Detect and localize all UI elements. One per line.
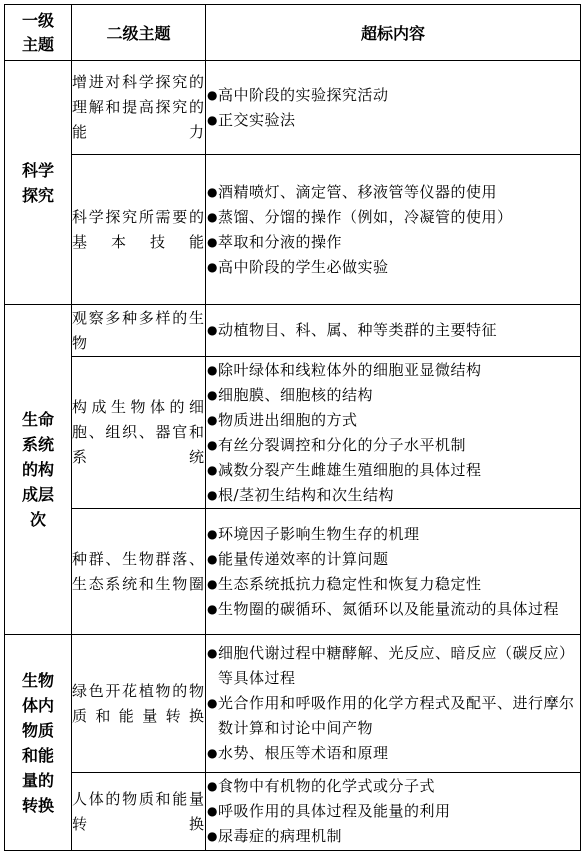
table-row xyxy=(5,305,581,357)
bullet-icon: ● xyxy=(207,551,218,566)
table-header-row xyxy=(5,5,581,61)
level2-topic: 观察多种多样的生物 xyxy=(72,305,206,357)
list-item: ● 酒精喷灯、滴定管、移液管等仪器的使用 xyxy=(206,180,580,205)
bullet-icon: ● xyxy=(207,209,218,224)
level2-topic: 构成生物体的细胞、组织、器官和系统 xyxy=(72,357,206,509)
content-cell xyxy=(206,155,581,305)
bullet-icon: ● xyxy=(207,646,218,660)
list-item: ● 高中阶段的学生必做实验 xyxy=(206,255,580,280)
list-item: ● 尿毒症的病理机制 xyxy=(206,824,580,849)
list-item: ● 环境因子影响生物生存的机理 xyxy=(206,522,580,547)
header-level1: 一级主题 xyxy=(5,5,72,61)
list-item: ● 有丝分裂调控和分化的分子水平机制 xyxy=(206,433,580,458)
list-item: ● 正交实验法 xyxy=(206,108,580,133)
bullet-icon: ● xyxy=(207,87,218,102)
list-item: ● 能量传递效率的计算问题 xyxy=(206,547,580,572)
level1-topic: 科学探究 xyxy=(5,61,72,305)
table-row xyxy=(5,357,581,509)
bullet-icon: ● xyxy=(207,526,218,541)
list-item: ● 物质进出细胞的方式 xyxy=(206,408,580,433)
bullet-icon: ● xyxy=(207,387,218,402)
bullet-icon: ● xyxy=(207,576,218,591)
header-content: 超标内容 xyxy=(206,5,581,61)
curriculum-table xyxy=(4,4,581,851)
content-cell xyxy=(206,635,581,773)
list-item: ● 细胞代谢过程中糖酵解、光反应、暗反应（碳反应）等具体过程 xyxy=(206,641,580,691)
content-cell xyxy=(206,773,581,851)
bullet-icon: ● xyxy=(207,696,218,710)
level2-topic: 种群、生物群落、生态系统和生物圈 xyxy=(72,509,206,635)
bullet-icon: ● xyxy=(207,829,218,843)
bullet-icon: ● xyxy=(207,462,218,477)
list-item: ● 根/茎初生结构和次生结构 xyxy=(206,483,580,508)
header-level2: 二级主题 xyxy=(72,5,206,61)
level2-topic: 科学探究所需要的基本技能 xyxy=(72,155,206,305)
level2-topic: 增进对科学探究的理解和提高探究的能力 xyxy=(72,61,206,155)
level2-topic: 绿色开花植物的物质和能量转换 xyxy=(72,635,206,773)
level2-topic: 人体的物质和能量转换 xyxy=(72,773,206,851)
list-item: ● 细胞膜、细胞核的结构 xyxy=(206,383,580,408)
list-item: ● 光合作用和呼吸作用的化学方程式及配平、进行摩尔数计算和讨论中间产物 xyxy=(206,691,580,741)
level1-topic: 生命系统的构成层次 xyxy=(5,305,72,635)
content-cell xyxy=(206,305,581,357)
list-item: ● 除叶绿体和线粒体外的细胞亚显微结构 xyxy=(206,358,580,383)
bullet-icon: ● xyxy=(207,112,218,127)
bullet-icon: ● xyxy=(207,259,218,274)
table-row xyxy=(5,773,581,851)
list-item: ● 动植物目、科、属、种等类群的主要特征 xyxy=(206,318,580,343)
list-item: ● 高中阶段的实验探究活动 xyxy=(206,83,580,108)
bullet-icon: ● xyxy=(207,412,218,427)
list-item: ● 蒸馏、分馏的操作（例如，冷凝管的使用） xyxy=(206,205,580,230)
bullet-icon: ● xyxy=(207,804,218,818)
table-row xyxy=(5,61,581,155)
bullet-icon: ● xyxy=(207,184,218,199)
bullet-icon: ● xyxy=(207,234,218,249)
bullet-icon: ● xyxy=(207,779,218,793)
list-item: ● 呼吸作用的具体过程及能量的利用 xyxy=(206,799,580,824)
list-item: ● 生物圈的碳循环、氮循环以及能量流动的具体过程 xyxy=(206,597,580,622)
content-cell xyxy=(206,61,581,155)
list-item: ● 生态系统抵抗力稳定性和恢复力稳定性 xyxy=(206,572,580,597)
bullet-icon: ● xyxy=(207,362,218,377)
bullet-icon: ● xyxy=(207,437,218,452)
table-row xyxy=(5,635,581,773)
bullet-icon: ● xyxy=(207,601,218,616)
list-item: ● 食物中有机物的化学式或分子式 xyxy=(206,774,580,799)
list-item: ● 水势、根压等术语和原理 xyxy=(206,741,580,766)
bullet-icon: ● xyxy=(207,746,218,760)
bullet-icon: ● xyxy=(207,323,218,337)
bullet-icon: ● xyxy=(207,487,218,502)
content-cell xyxy=(206,357,581,509)
list-item: ● 减数分裂产生雌雄生殖细胞的具体过程 xyxy=(206,458,580,483)
table-row xyxy=(5,509,581,635)
content-cell xyxy=(206,509,581,635)
level1-topic: 生物体内物质和能量的转换 xyxy=(5,635,72,851)
table-row xyxy=(5,155,581,305)
list-item: ● 萃取和分液的操作 xyxy=(206,230,580,255)
